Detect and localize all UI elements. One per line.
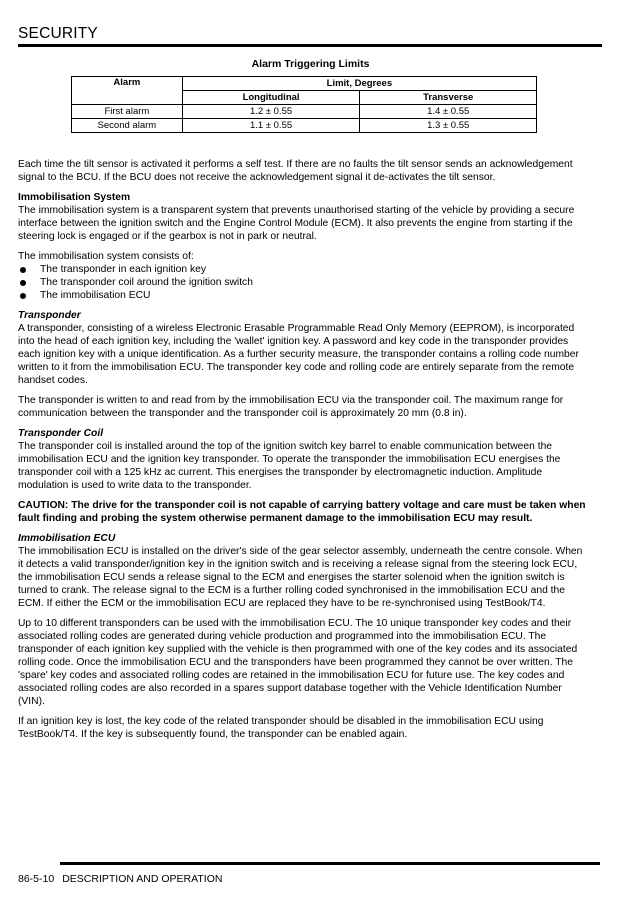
col-header-longitudinal: Longitudinal [182,91,360,105]
col-header-transverse: Transverse [360,91,537,105]
bullet-list [18,263,590,302]
tilt-sensor-paragraph: Each time the tilt sensor is activated it performs a self test. If there are no faults the tilt sensor sends an acknowledgement signal to the BCU. If the BCU does not receive the acknowledgement signal it de-activates the tilt sensor. [18,159,573,183]
header-rule [18,44,602,47]
list-item-text: The immobilisation ECU [40,290,151,301]
cell-alarm: First alarm [72,105,183,119]
section-heading-transponder: Transponder [18,310,81,321]
page-header-title: SECURITY [18,25,98,42]
cell-transverse: 1.4 ± 0.55 [360,105,537,119]
footer-section: DESCRIPTION AND OPERATION [62,873,223,885]
paragraph: The transponder coil is installed around the top of the ignition switch key barrel to enable communication between the immobilisation ECU and the ignition key transponder. To operate the transponder the immobilisation ECU energises the transponder coil with a 125 kHz ac current. This energises the transponder by electromagnetic induction. Amplitude modulation is used to write data to the transponder. [18,441,561,491]
bullet-icon [20,293,26,299]
table-row [72,119,537,133]
document-body [18,158,590,748]
section-heading-immobilisation: Immobilisation System [18,192,131,203]
paragraph: A transponder, consisting of a wireless Electronic Erasable Programmable Read Only Memory (EEPROM), is incorporated into the head of each ignition key, including the 'wallet' ignition key. A password and key code in the transponder provides each ignition key with a unique identification. As a further security measure, the transponder contains a rolling code number written to it from the immobilisation ECU. The transponder key code and rolling code are entirely separate from the remote handset codes. [18,323,579,386]
page-number: 86-5-10 [18,873,55,885]
list-item-text: The transponder coil around the ignition switch [40,277,253,288]
alarm-limits-table [71,76,537,133]
caution-note: CAUTION: The drive for the transponder coil is not capable of carrying battery voltage and care must be taken when fault finding and probing the system otherwise permanent damage to the immobilisation ECU may result. [18,500,586,524]
paragraph: The immobilisation ECU is installed on the driver's side of the gear selector assembly, underneath the centre console. When it detects a valid transponder/ignition key in the ignition switch and is receiving a release signal from the steering lock ECU, the immobilisation ECU sends a release signal to the ECM and energises the starter solenoid when the ignition switch is turned to crank. The release signal to the ECM is a further rolling coded synchronised in the immobilisation ECU and the ECM. If either the ECM or the immobilisation ECU are replaced they have to be re-synchronised using TestBook/T4. [18,546,583,609]
list-item-text: The transponder in each ignition key [40,264,206,275]
paragraph: The immobilisation system consists of: [18,251,194,262]
list-item [18,276,590,289]
paragraph: Up to 10 different transponders can be used with the immobilisation ECU. The 10 unique transponder key codes and their associated rolling codes are generated during vehicle production and programmed into the immobilisation ECU. The transponder of each ignition key supplied with the vehicle is then programmed with one of the key codes and its associated rolling code. Once the immobilisation ECU and the transponders have been programmed they cannot be over written. The 'spare' key codes and associated rolling codes are retained in the immobilisation ECU for future use. The key codes and associated rolling codes are also recorded in a spares support database together with the Vehicle Identification Number (VIN). [18,618,578,707]
col-header-alarm: Alarm [72,77,183,105]
cell-transverse: 1.3 ± 0.55 [360,119,537,133]
paragraph: If an ignition key is lost, the key code of the related transponder should be disabled in the immobilisation ECU using TestBook/T4. If the key is subsequently found, the transponder can be enabled again. [18,716,544,740]
table-title: Alarm Triggering Limits [251,58,370,70]
section-heading-transponder-coil: Transponder Coil [18,428,104,439]
bullet-icon [20,267,26,273]
cell-alarm: Second alarm [72,119,183,133]
cell-longitudinal: 1.1 ± 0.55 [182,119,360,133]
table-header-row [72,77,537,91]
bullet-icon [20,280,26,286]
list-item [18,263,590,276]
col-header-limit: Limit, Degrees [182,77,536,91]
footer-rule [60,862,600,865]
table-row [72,105,537,119]
page-footer [18,873,230,885]
cell-longitudinal: 1.2 ± 0.55 [182,105,360,119]
section-heading-immobilisation-ecu: Immobilisation ECU [18,533,116,544]
paragraph: The transponder is written to and read from by the immobilisation ECU via the transponder coil. The maximum range for communication between the transponder and the transponder coil is approximately 20 mm (0.8 in). [18,395,564,419]
list-item [18,289,590,302]
paragraph: The immobilisation system is a transparent system that prevents unauthorised starting of the vehicle by providing a secure interface between the ignition switch and the Engine Control Module (ECM). It also prevents the engine from starting if the steering lock is engaged or if the gearbox is not in park or neutral. [18,205,575,242]
